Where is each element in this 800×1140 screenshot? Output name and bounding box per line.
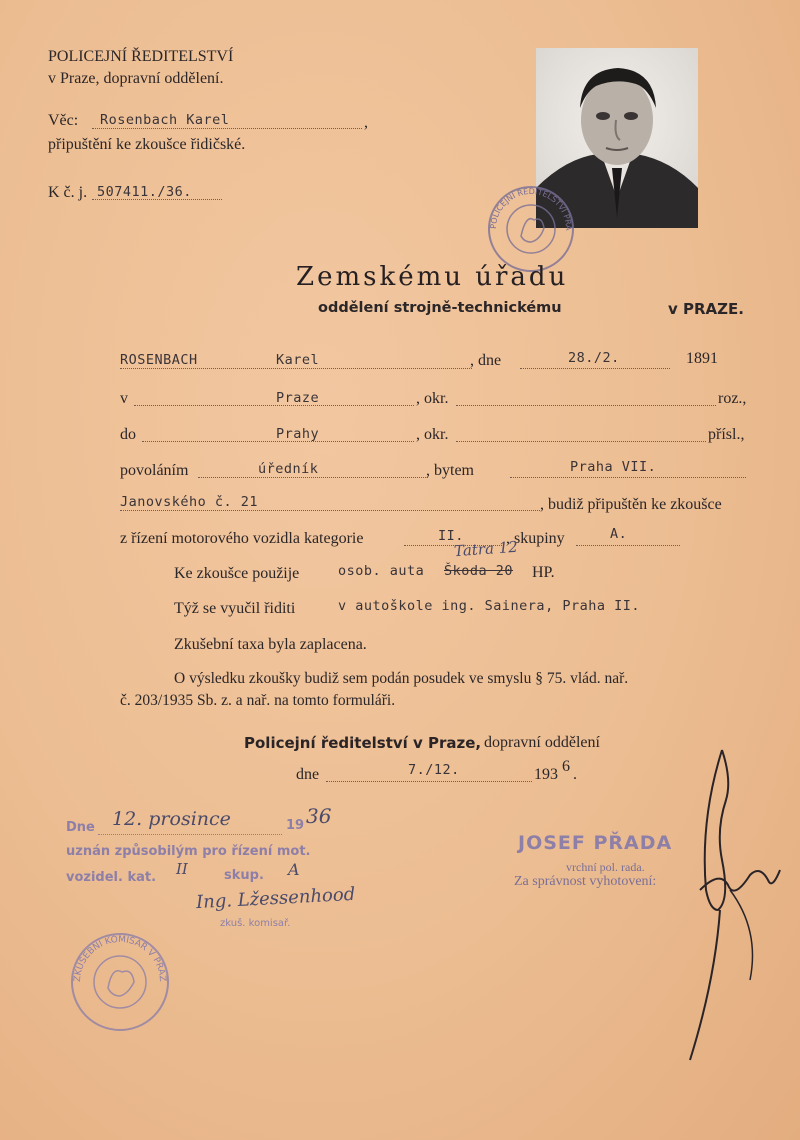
admission-text: , budiž připuštěn ke zkoušce: [540, 496, 722, 513]
occupation: úředník: [258, 461, 319, 477]
exam-group-label: skup.: [224, 868, 264, 883]
examiner-seal-icon: [68, 930, 172, 1034]
official-certification: Za správnost vyhotovení:: [514, 874, 657, 889]
category: II.: [438, 528, 464, 544]
issuer-date-dots: [326, 781, 532, 782]
residence-label: , bytem: [426, 462, 474, 479]
exam-line3: vozidel. kat.: [66, 870, 157, 885]
exam-group-hand: A: [288, 860, 300, 879]
ref-number: 507411./36.: [97, 184, 192, 200]
police-stamp-text: POLICEJNÍ ŘEDITELSTVÍ PRA: [488, 186, 574, 231]
district-dots-2: [456, 441, 706, 442]
exam-year-prefix: 19: [286, 818, 305, 833]
exam-date-dots: [98, 834, 282, 835]
official-rank: vrchní pol. rada.: [566, 860, 645, 874]
to-label: do: [120, 426, 136, 443]
official-name: JOSEF PŘADA: [518, 832, 673, 854]
authority-line1: POLICEJNÍ ŘEDITELSTVÍ: [48, 48, 234, 65]
police-seal-icon: [486, 184, 576, 274]
issuer-year-dot: .: [573, 766, 577, 783]
roz-label: roz.,: [718, 390, 747, 407]
group: A.: [610, 526, 628, 542]
issuer-year-prefix: 193: [534, 766, 558, 783]
exam-line2: uznán způsobilým pro řízení mot.: [66, 844, 311, 859]
exam-year-hand: 36: [306, 804, 332, 828]
issuer-date-value: 7./12.: [408, 762, 460, 778]
examiner-stamp: [68, 930, 172, 1034]
domicile: Prahy: [276, 426, 320, 442]
ref-label: K č. j.: [48, 184, 88, 201]
applicant-surname: ROSENBACH: [120, 352, 198, 368]
name-dots: [120, 368, 472, 369]
examiner-signature: Ing. Lžessenhood: [195, 883, 356, 914]
residence-dots: [510, 477, 746, 478]
occupation-dots: [198, 477, 428, 478]
applicant-given-name: Karel: [276, 352, 320, 368]
category-label: z řízení motorového vozidla kategorie: [120, 530, 364, 547]
subject-line2: připuštění ke zkoušce řidičské.: [48, 136, 246, 153]
born-year: 1891: [686, 350, 718, 367]
district-label-2: , okr.: [416, 426, 449, 443]
issuer-date-label: dne: [296, 766, 320, 783]
district-dots: [456, 405, 716, 406]
issuer-rest: dopravní oddělení: [484, 734, 600, 751]
instruction-line2: č. 203/1935 Sb. z. a nař. na tomto formuláři.: [120, 692, 396, 709]
occupation-label: povoláním: [120, 462, 189, 479]
official-signature-icon: [660, 740, 790, 1070]
issuer-year-suffix: 6: [562, 758, 570, 775]
exam-category-hand: II: [176, 860, 188, 878]
vehicle-correction: Tatra 12: [453, 537, 519, 561]
issuer-bold: Policejní ředitelství v Praze,: [244, 734, 482, 752]
instruction-line1: O výsledku zkoušky budiž sem podán posudek ve smyslu § 75. vlád. nař.: [174, 670, 629, 687]
examiner-stamp-text: ZKUŠEBNÍ KOMISAŘ V PRAZ: [72, 934, 168, 983]
birthplace-dots: [134, 405, 414, 406]
exam-date-hand: 12. prosince: [112, 808, 231, 830]
subject-comma: ,: [364, 114, 368, 131]
prisl-label: přísl.,: [708, 426, 745, 443]
vehicle-label: Ke zkoušce použije: [174, 565, 300, 582]
addressee-title: Zemskému úřadu: [296, 262, 569, 292]
subject-label: Věc:: [48, 112, 79, 129]
born-dots: [520, 368, 670, 369]
authority-line2: v Praze, dopravní oddělení.: [48, 70, 224, 87]
vehicle-hp: HP.: [532, 564, 555, 581]
fee-paid: Zkušební taxa byla zaplacena.: [174, 636, 367, 653]
born-date: 28./2.: [568, 350, 620, 366]
school-label: Týž se vyučil řiditi: [174, 600, 296, 617]
school: v autoškole ing. Sainera, Praha II.: [338, 598, 640, 614]
examiner-title: zkuš. komisař.: [220, 918, 291, 929]
subject-name: Rosenbach Karel: [100, 112, 230, 128]
place-of-birth: Praze: [276, 390, 320, 406]
vehicle-type: osob. auta: [338, 563, 425, 579]
street-dots: [120, 510, 540, 511]
addressee-city: v PRAZE.: [668, 300, 744, 318]
street: Janovského č. 21: [120, 494, 259, 510]
addressee-department: oddělení strojně-technickému: [318, 300, 562, 316]
exam-date-label: Dne: [66, 820, 95, 835]
in-label: v: [120, 390, 128, 407]
vehicle-struck: Škoda 20: [444, 563, 514, 579]
group-label: , skupiny: [506, 530, 565, 547]
group-dots: [576, 545, 680, 546]
district-label: , okr.: [416, 390, 449, 407]
born-label: , dne: [470, 352, 502, 369]
subject-dots: [92, 128, 362, 129]
police-stamp: [486, 184, 576, 274]
residence: Praha VII.: [570, 459, 657, 475]
